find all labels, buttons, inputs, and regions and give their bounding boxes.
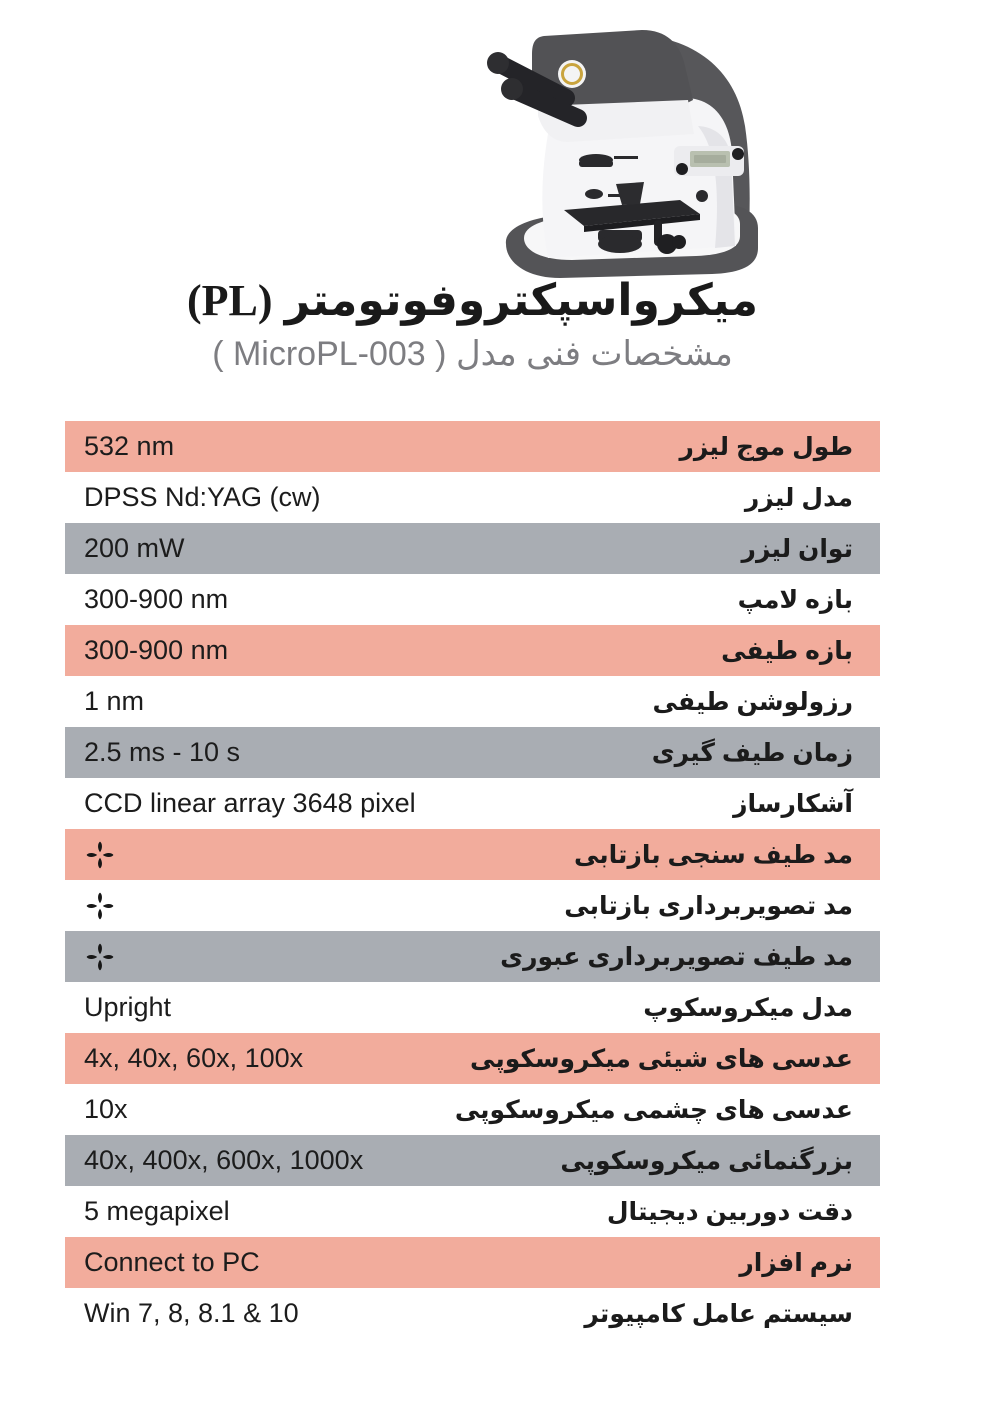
page-title (40, 276, 905, 327)
spec-label: مد تصویربرداری بازتابی (564, 891, 853, 920)
spec-label: سیستم عامل کامپیوتر (584, 1299, 853, 1328)
spec-value-text: 40x, 400x, 600x, 1000x (84, 1145, 364, 1175)
page-title-fa: میکرواسپکتروفوتومتر (284, 276, 758, 325)
spec-value-text: CCD linear array 3648 pixel (84, 788, 416, 818)
spec-value-text: 1 nm (84, 686, 145, 716)
spec-value-text: 4x, 40x, 60x, 100x (84, 1043, 304, 1073)
page-subtitle (40, 335, 905, 374)
page-title-latin: (PL) (187, 276, 273, 325)
spec-label: عدسی های چشمی میکروسکوپی (454, 1095, 853, 1124)
spec-label: نرم افزار (739, 1248, 853, 1277)
page-subtitle-fa: مشخصات فنی مدل (455, 334, 733, 373)
spec-value-text: 5 megapixel (84, 1196, 230, 1226)
spec-value (65, 1043, 303, 1074)
spec-value-text: 532 nm (84, 431, 175, 461)
spec-row (65, 1033, 880, 1084)
spec-value (65, 737, 240, 768)
spec-row (65, 1237, 880, 1288)
spec-label: مدل میکروسکوپ (643, 993, 853, 1022)
spec-value (65, 584, 228, 615)
spec-row (65, 574, 880, 625)
spec-value-text: 10x (84, 1094, 128, 1124)
spec-row (65, 727, 880, 778)
four-petal-asterisk-icon (84, 890, 116, 922)
spec-row (65, 880, 880, 931)
control-panel (674, 146, 744, 176)
spec-value (65, 1196, 230, 1227)
spec-label: مد طیف تصویربرداری عبوری (500, 942, 853, 971)
spec-value (65, 686, 144, 717)
four-petal-asterisk-icon (84, 839, 116, 871)
spec-value-text: Connect to PC (84, 1247, 260, 1277)
spec-row (65, 982, 880, 1033)
spec-value (65, 635, 228, 666)
four-petal-asterisk-icon (84, 941, 116, 973)
upright-microscope-illustration (448, 8, 770, 280)
spec-value (65, 1145, 363, 1176)
spec-value (65, 1094, 128, 1125)
spec-value (65, 1247, 260, 1278)
spec-value-text: 2.5 ms - 10 s (84, 737, 241, 767)
spec-value (65, 1298, 299, 1329)
header (40, 276, 905, 374)
page-subtitle-model: ( MicroPL-003 ) (212, 334, 447, 373)
spec-label: بزرگنمائی میکروسکوپی (560, 1146, 853, 1175)
spec-value (65, 533, 185, 564)
spec-label: بازه لامپ (737, 585, 853, 614)
spec-value (65, 890, 116, 922)
spec-value (65, 839, 116, 871)
spec-row (65, 676, 880, 727)
spec-label: رزولوشن طیفی (652, 687, 853, 716)
spec-label: زمان طیف گیری (651, 738, 853, 767)
spec-label: طول موج لیزر (679, 432, 853, 461)
spec-label: عدسی های شیئی میکروسکوپی (470, 1044, 853, 1073)
spec-row (65, 1135, 880, 1186)
spec-value (65, 992, 171, 1023)
spec-label: آشکارساز (733, 789, 853, 818)
spec-value (65, 788, 416, 819)
spec-value-text: 300-900 nm (84, 584, 229, 614)
spec-label: مد طیف سنجی بازتابی (573, 840, 853, 869)
spec-row (65, 625, 880, 676)
spec-row (65, 829, 880, 880)
spec-row (65, 1084, 880, 1135)
spec-label: مدل لیزر (744, 483, 853, 512)
spec-value-text: Win 7, 8, 8.1 & 10 (84, 1298, 299, 1328)
spec-value-text: 300-900 nm (84, 635, 229, 665)
spec-value-text: Upright (84, 992, 172, 1022)
spec-row (65, 931, 880, 982)
spec-row (65, 1288, 880, 1339)
spec-table (65, 421, 880, 1339)
spec-label: دقت دوربین دیجیتال (606, 1197, 853, 1226)
spec-row (65, 421, 880, 472)
spec-value (65, 431, 174, 462)
spec-row (65, 523, 880, 574)
spec-label: توان لیزر (741, 534, 853, 563)
spec-value (65, 482, 321, 513)
spec-value-text: 200 mW (84, 533, 185, 563)
microscope-image (448, 8, 770, 280)
spec-row (65, 1186, 880, 1237)
spec-value-text: DPSS Nd:YAG (cw) (84, 482, 321, 512)
spec-value (65, 941, 116, 973)
spec-row (65, 472, 880, 523)
spec-label: بازه طیفی (721, 636, 853, 665)
spec-row (65, 778, 880, 829)
